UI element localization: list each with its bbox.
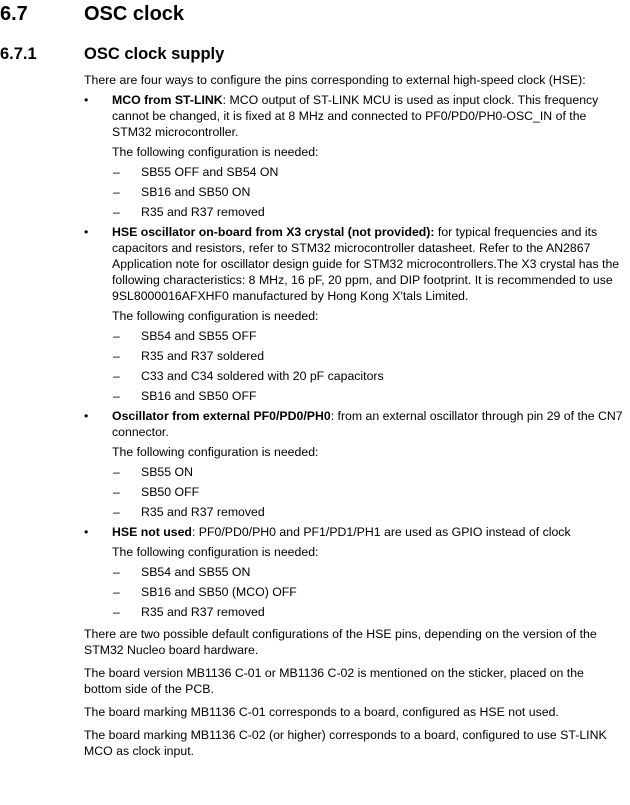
- config-text: SB16 and SB50 ON: [141, 185, 251, 199]
- config-item: [84, 564, 624, 580]
- dash-mark: –: [113, 205, 120, 219]
- dash-mark: –: [113, 485, 120, 499]
- config-text: SB16 and SB50 (MCO) OFF: [141, 585, 297, 599]
- config-text: R35 and R37 removed: [141, 205, 265, 219]
- option-external-oscillator: [84, 408, 624, 440]
- config-item: [84, 464, 624, 480]
- config-item: [84, 348, 624, 364]
- config-label: The following configuration is needed:: [112, 445, 319, 459]
- config-text: SB50 OFF: [141, 485, 200, 499]
- dash-mark: –: [113, 605, 120, 619]
- config-item: [84, 484, 624, 500]
- intro-paragraph: There are four ways to configure the pins corresponding to external high-speed clock (HSE):: [84, 73, 586, 87]
- option-text: : MCO output of ST-LINK MCU is used as input clock. This frequency cannot be changed, it is fixed at 8 MHz and connected to PF0/PD0/PH0-OSC_IN of the STM32 microcontroller.: [112, 93, 599, 139]
- bullet-mark: •: [84, 225, 89, 239]
- dash-mark: –: [113, 329, 120, 343]
- config-text: R35 and R37 soldered: [141, 349, 265, 363]
- config-item: [84, 164, 624, 180]
- config-text: C33 and C34 soldered with 20 pF capacitors: [141, 369, 384, 383]
- body-paragraph: The board marking MB1136 C-01 corresponds to a board, configured as HSE not used.: [84, 705, 559, 719]
- body-paragraph: The board version MB1136 C-01 or MB1136 C-02 is mentioned on the sticker, placed on the bottom side of the PCB.: [84, 666, 584, 696]
- config-label: The following configuration is needed:: [112, 545, 319, 559]
- dash-mark: –: [113, 465, 120, 479]
- document-body: [84, 72, 624, 766]
- bullet-mark: •: [84, 93, 89, 107]
- option-text: : PF0/PD0/PH0 and PF1/PD1/PH1 are used as GPIO instead of clock: [191, 525, 571, 539]
- dash-mark: –: [113, 565, 120, 579]
- config-label: The following configuration is needed:: [112, 145, 319, 159]
- config-item: [84, 204, 624, 220]
- dash-mark: –: [113, 505, 120, 519]
- config-item: [84, 504, 624, 520]
- config-text: SB55 ON: [141, 465, 193, 479]
- option-mco-st-link: [84, 92, 624, 140]
- section-number: 6.7: [0, 3, 28, 25]
- body-paragraph: There are two possible default configurations of the HSE pins, depending on the version of the STM32 Nucleo board hardware.: [84, 627, 597, 657]
- dash-mark: –: [113, 185, 120, 199]
- option-lead: HSE oscillator on-board from X3 crystal (not provided):: [112, 225, 435, 239]
- dash-mark: –: [113, 349, 120, 363]
- option-lead: HSE not used: [112, 525, 192, 539]
- option-lead: Oscillator from external PF0/PD0/PH0: [112, 409, 331, 423]
- subsection-title: OSC clock supply: [84, 45, 225, 63]
- config-item: [84, 388, 624, 404]
- dash-mark: –: [113, 165, 120, 179]
- config-text: R35 and R37 removed: [141, 605, 265, 619]
- subsection-number: 6.7.1: [0, 45, 37, 63]
- config-text: R35 and R37 removed: [141, 505, 265, 519]
- config-item: [84, 368, 624, 384]
- option-hse-not-used: [84, 524, 624, 540]
- option-text: for typical frequencies and its capacitors and resistors, refer to STM32 microcontroller datasheet. Refer to the AN2867 Application note for oscillator design guide for STM32 microcontrollers.The X3 crystal has the following characteristics: 8 MHz, 16 pF, 20 ppm, and DIP footprint. It is recommended to use 9SL8000016AFXHF0 manufactured by Hong Kong X'tals Limited.: [112, 225, 620, 303]
- dash-mark: –: [113, 389, 120, 403]
- option-lead: MCO from ST-LINK: [112, 93, 223, 107]
- bullet-mark: •: [84, 525, 89, 539]
- section-title: OSC clock: [84, 3, 185, 25]
- bullet-mark: •: [84, 409, 89, 423]
- config-label: The following configuration is needed:: [112, 309, 319, 323]
- config-item: [84, 604, 624, 620]
- config-item: [84, 584, 624, 600]
- config-text: SB54 and SB55 OFF: [141, 329, 257, 343]
- body-paragraph: The board marking MB1136 C-02 (or higher) corresponds to a board, configured to use ST-LINK MCO as clock input.: [84, 728, 607, 758]
- config-text: SB54 and SB55 ON: [141, 565, 251, 579]
- config-text: SB16 and SB50 OFF: [141, 389, 257, 403]
- dash-mark: –: [113, 369, 120, 383]
- option-text: : from an external oscillator through pin 29 of the CN7 connector.: [112, 409, 623, 439]
- config-item: [84, 184, 624, 200]
- config-text: SB55 OFF and SB54 ON: [141, 165, 279, 179]
- option-hse-oscillator-onboard: [84, 224, 624, 304]
- dash-mark: –: [113, 585, 120, 599]
- config-item: [84, 328, 624, 344]
